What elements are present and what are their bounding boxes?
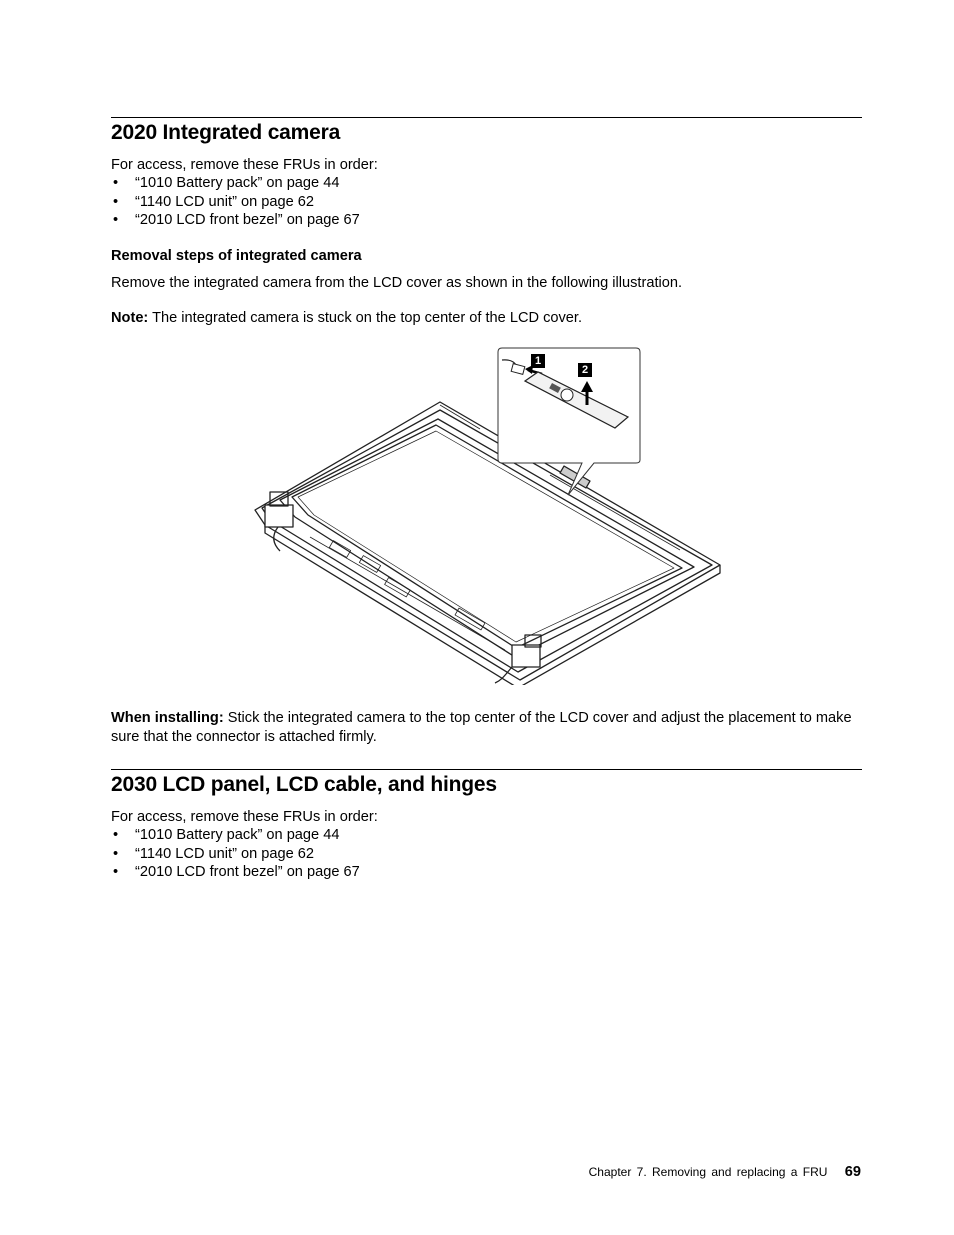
callout-label-2: 2 [578, 363, 592, 377]
fru-link[interactable]: “1140 LCD unit” on page 62 [135, 845, 315, 862]
note-text: The integrated camera is stuck on the top center of the LCD cover. [152, 310, 583, 326]
fru-list [111, 826, 360, 882]
section-rule [111, 769, 862, 770]
list-item: • “1010 Battery pack” on page 44 [113, 827, 340, 843]
installing-label: When installing: [111, 710, 224, 726]
note-label: Note: [111, 310, 149, 326]
fru-link[interactable]: “2010 LCD front bezel” on page 67 [135, 864, 360, 880]
page-number: 69 [844, 1164, 861, 1180]
page-footer [589, 1164, 861, 1180]
fru-link[interactable]: “1010 Battery pack” on page 44 [135, 827, 340, 843]
list-item: • “2010 LCD front bezel” on page 67 [113, 864, 360, 880]
fru-list [111, 174, 360, 230]
access-intro: For access, remove these FRUs in order: [111, 809, 378, 825]
list-item: • “1010 Battery pack” on page 44 [113, 175, 340, 191]
instruction-text: Remove the integrated camera from the LCD cover as shown in the following illustration. [111, 275, 683, 291]
installing-paragraph [111, 709, 862, 746]
section-title: 2020 Integrated camera [111, 121, 341, 144]
fru-link[interactable]: “1010 Battery pack” on page 44 [135, 175, 340, 191]
fru-link[interactable]: “2010 LCD front bezel” on page 67 [135, 212, 360, 228]
note-paragraph [111, 309, 582, 328]
camera-removal-illustration [250, 345, 725, 685]
list-item: • “1140 LCD unit” on page 62 [113, 845, 315, 862]
list-item: • “1140 LCD unit” on page 62 [113, 193, 315, 210]
section-rule [111, 117, 862, 118]
installing-text: Stick the integrated camera to the top center of the LCD cover and adjust the placement to make sure that the connector is attached firmly. [111, 710, 852, 745]
subheading: Removal steps of integrated camera [111, 248, 362, 264]
list-item: • “2010 LCD front bezel” on page 67 [113, 212, 360, 228]
footer-chapter: Chapter 7. Removing and replacing a FRU [588, 1165, 828, 1179]
fru-link[interactable]: “1140 LCD unit” on page 62 [135, 193, 315, 210]
section-title: 2030 LCD panel, LCD cable, and hinges [111, 773, 497, 796]
lcd-cover-drawing [250, 345, 725, 685]
access-intro: For access, remove these FRUs in order: [111, 157, 378, 173]
callout-label-1: 1 [531, 354, 545, 368]
